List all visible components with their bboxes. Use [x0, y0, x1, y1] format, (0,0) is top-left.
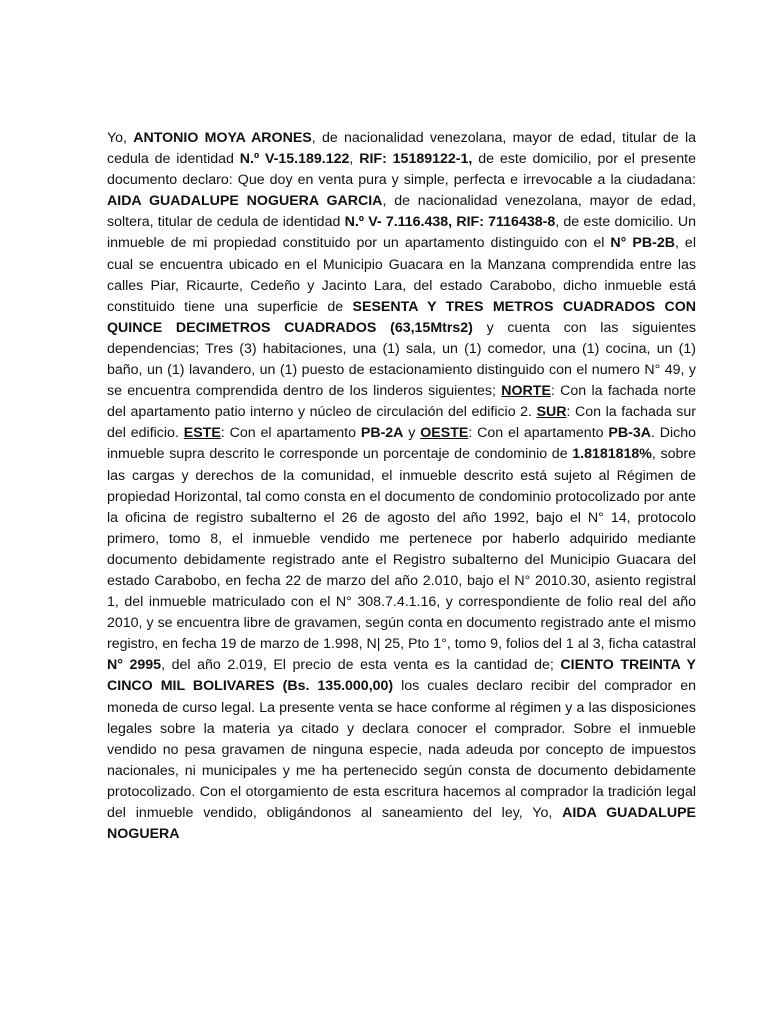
- text-run: , de nacionalidad venezolana, mayor de edad, titular de la cedula de identidad: [107, 130, 696, 168]
- emphasized-text: 1.8181818%: [572, 446, 652, 463]
- emphasized-text: AIDA GUADALUPE NOGUERA: [107, 805, 696, 843]
- emphasized-text: SESENTA Y TRES METROS CUADRADOS CON QUINCE DECIMETROS CUADRADOS (63,15Mtrs2): [107, 298, 696, 336]
- text-run: ,: [349, 151, 360, 168]
- emphasized-text: PB-3A: [608, 425, 651, 442]
- emphasized-text: PB-2A: [360, 425, 404, 442]
- text-run: , del año 2.019, El precio de esta venta es la cantidad de;: [161, 657, 561, 674]
- text-run: de este domicilio, por el presente documento declaro: Que doy en venta pura y simple, perfecta e irrevocable a la ciudadana:: [107, 151, 696, 189]
- emphasized-text: N.º V- 7.116.438, RIF: 7116438-8: [344, 214, 556, 231]
- text-run: Yo,: [107, 130, 134, 146]
- contract-paragraph: [107, 128, 696, 845]
- emphasized-text: N° 2995: [107, 657, 162, 674]
- emphasized-text: RIF: 15189122-1,: [359, 151, 473, 168]
- text-run: . Dicho inmueble supra descrito le corresponde un porcentaje de condominio de: [107, 425, 697, 463]
- text-run: , el cual se encuentra ubicado en el Municipio Guacara en la Manzana comprendida entre las calles Piar, Ricaurte, Cedeño y Jacinto Lara, del estado Carabobo, dicho inmueble está constituido tiene una superficie de: [107, 235, 696, 315]
- emphasized-text: AIDA GUADALUPE NOGUERA GARCIA: [107, 193, 383, 210]
- text-run: los cuales declaro recibir del comprador en moneda de curso legal. La presente venta se hace conforme al régimen y a las disposiciones legales sobre la materia ya citado y declara conocer el comprador. Sobre el inmueble vendido no pesa gravamen de ninguna especie, nada adeuda por concepto de impuestos nacionales, ni municipales y me ha pertenecido según consta de documento debidamente protocolizado. Con el otorgamiento de esta escritura hacemos al comprador la tradición legal del inmueble vendido, obligándonos al saneamiento del ley, Yo,: [107, 678, 696, 821]
- emphasized-text: N.º V-15.189.122: [239, 151, 350, 168]
- text-run: , de este domicilio. Un inmueble de mi propiedad constituido por un apartamento distinguido con el: [107, 214, 696, 252]
- text-run: , sobre las cargas y derechos de la comunidad, el inmueble descrito está sujeto al Régimen de propiedad Horizontal, tal como consta en el documento de condominio protocolizado por ante la oficina de registro subalterno el 26 de agosto del año 1992, bajo el N° 14, protocolo primero, tomo 8, el inmueble vendido me pertenece por haberlo adquirido mediante documento debidamente registrado ante el Registro subalterno del Municipio Guacara del estado Carabobo, en fecha 22 de marzo del año 2.010, bajo el N° 2010.30, asiento registral 1, del inmueble matriculado con el N° 308.7.4.1.16, y correspondiente de folio real del año 2010, y se encuentra libre de gravamen, según conta en documento registrado ante el mismo registro, en fecha 19 de marzo de 1.998, N| 25, Pto 1°, tomo 9, folios del 1 al 3, ficha catastral: [107, 446, 697, 653]
- emphasized-text: N° PB-2B: [610, 235, 675, 252]
- text-run: : Con la fachada sur del edificio.: [107, 404, 696, 442]
- text-run: y cuenta con las siguientes dependencias; Tres (3) habitaciones, una (1) sala, un (1) comedor, una (1) cocina, un (1) baño, un (1) lavandero, un (1) puesto de estacionamiento distinguido con el numero N° 49, y se encuentra comprendida dentro de los linderos siguientes;: [107, 319, 697, 400]
- boundary-label: SUR: [536, 404, 567, 421]
- text-run: y: [403, 425, 421, 442]
- text-run: : Con la fachada norte del apartamento patio interno y núcleo de circulación del edificio 2.: [107, 383, 696, 421]
- text-run: , de nacionalidad venezolana, mayor de edad, soltera, titular de cedula de identidad: [107, 193, 696, 231]
- boundary-label: OESTE: [420, 425, 469, 442]
- emphasized-text: ANTONIO MOYA ARONES: [133, 130, 312, 146]
- boundary-label: ESTE: [183, 425, 221, 442]
- text-run: : Con el apartamento: [220, 425, 361, 442]
- boundary-label: NORTE: [501, 383, 551, 400]
- text-run: : Con el apartamento: [468, 425, 609, 442]
- emphasized-text: CIENTO TREINTA Y CINCO MIL BOLIVARES (Bs. 135.000,00): [107, 657, 697, 695]
